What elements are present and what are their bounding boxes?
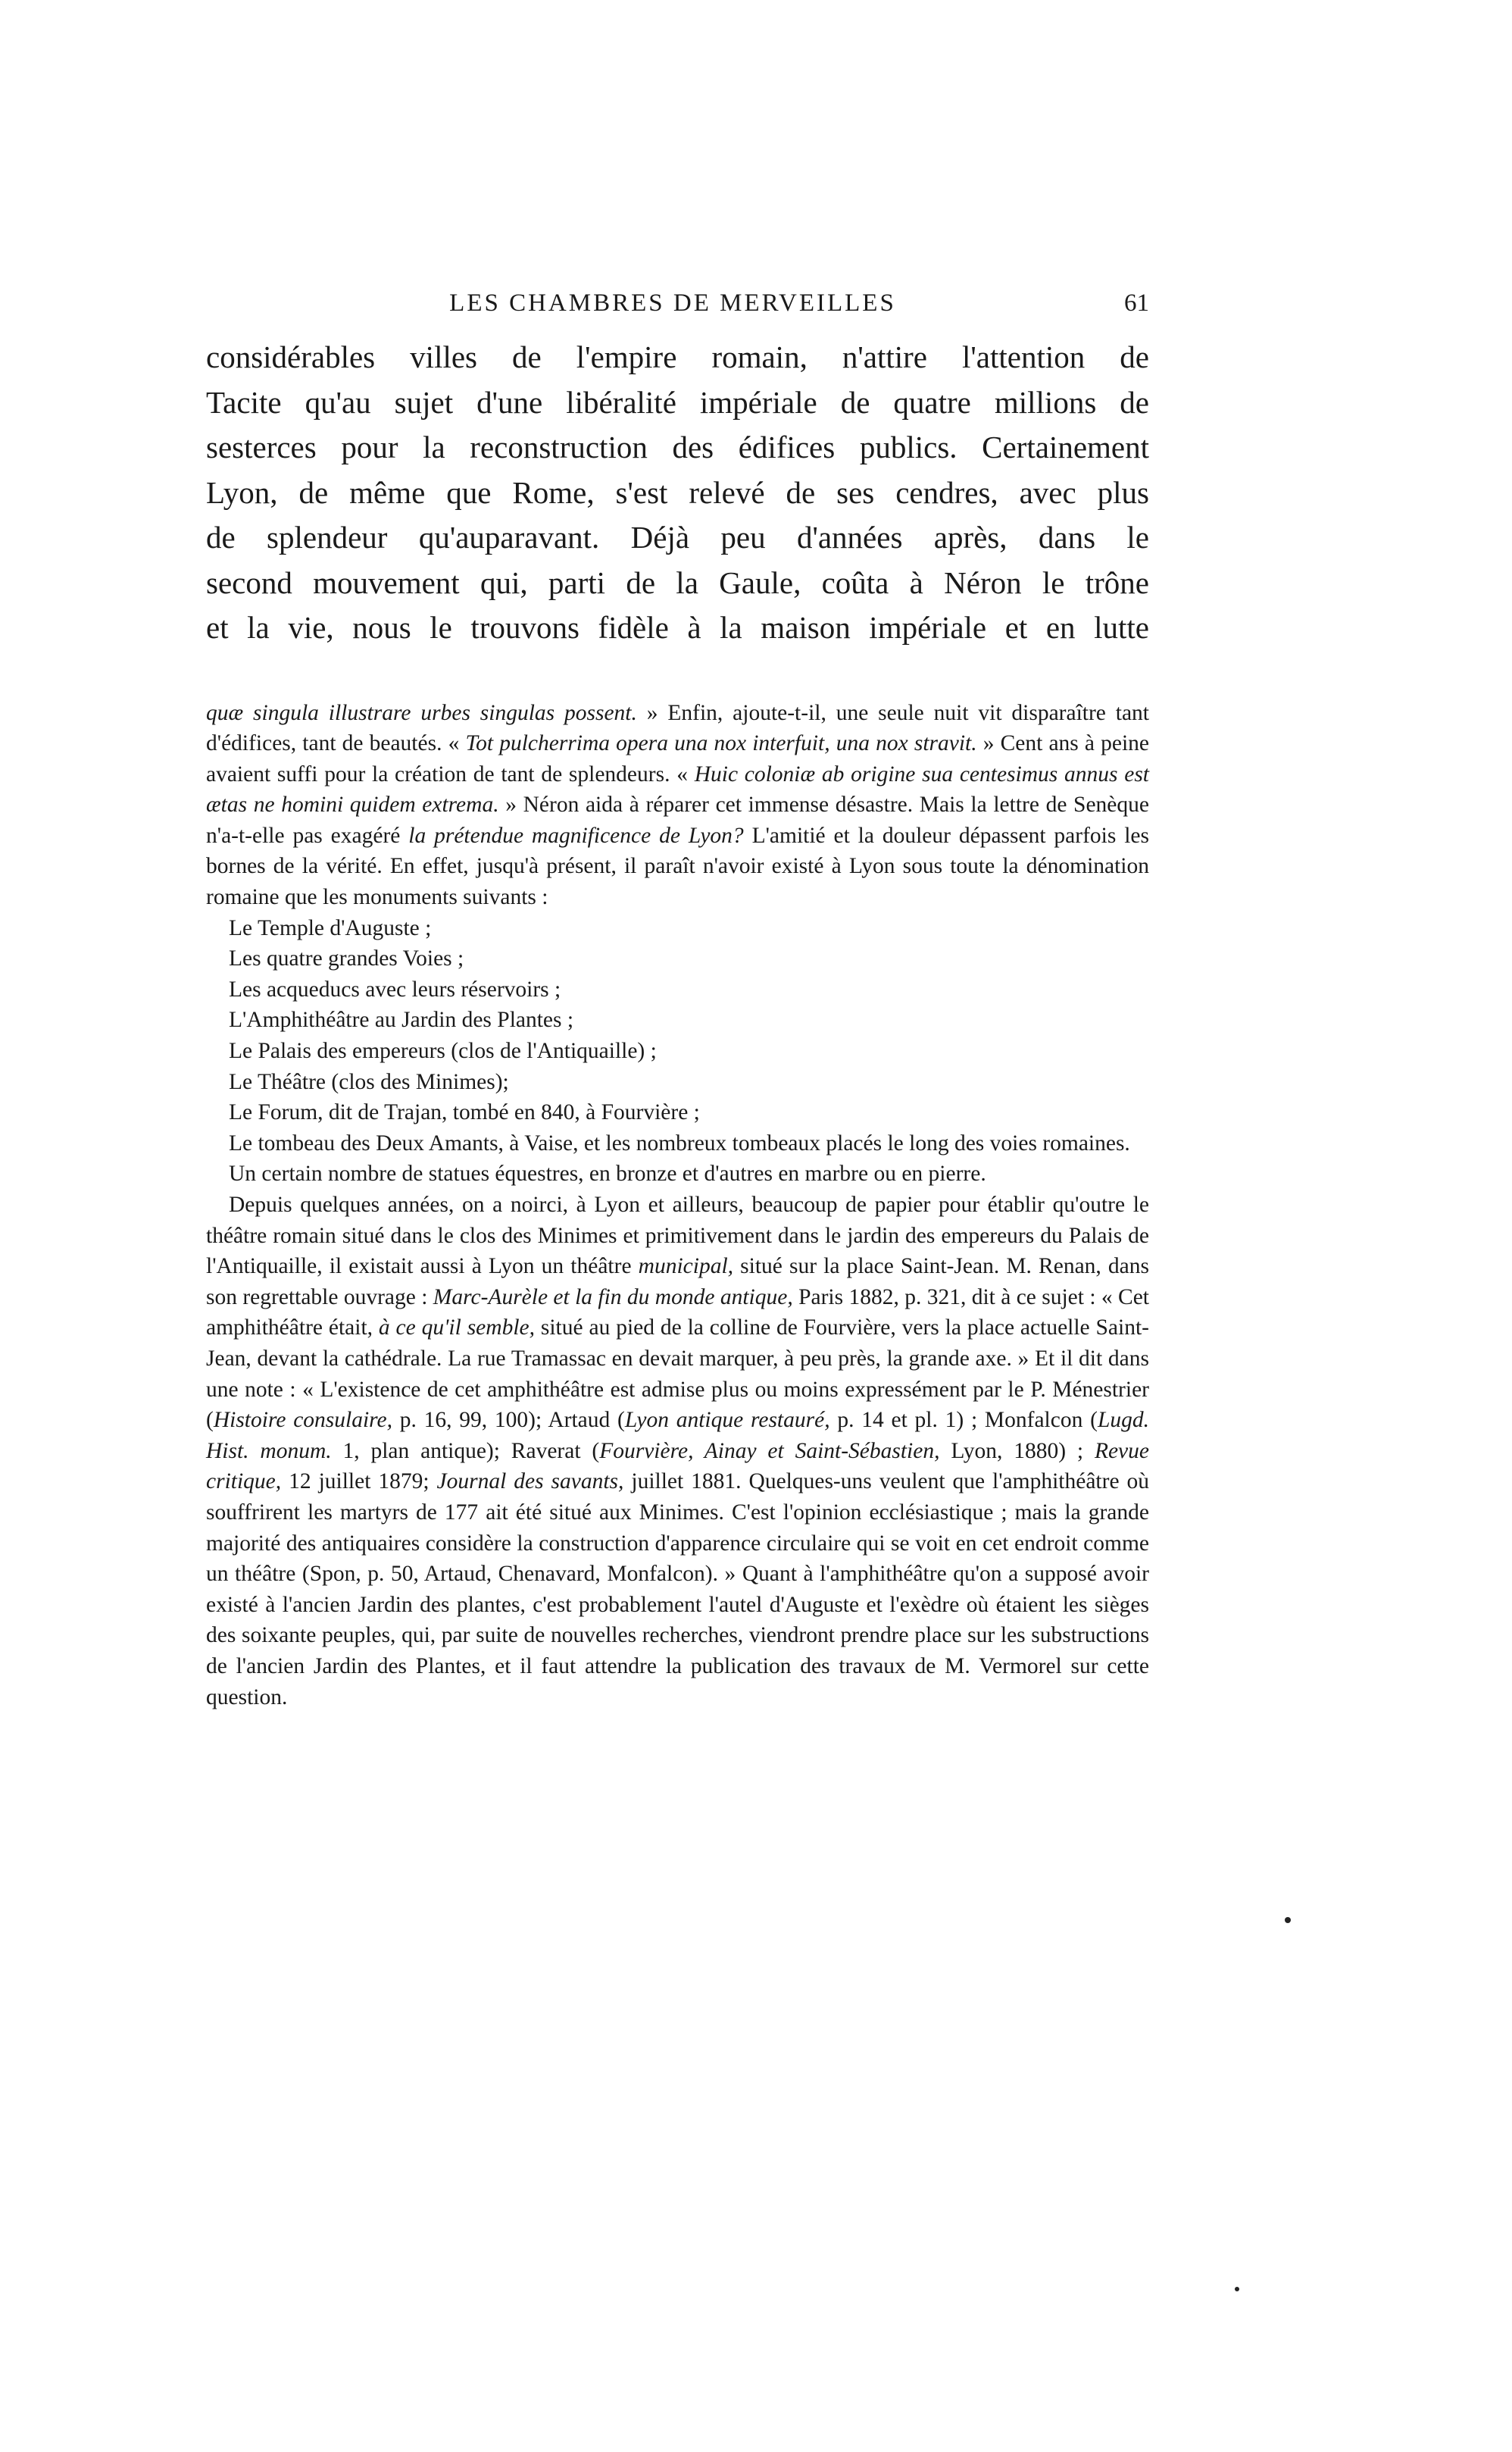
page-number: 61 (1124, 289, 1149, 317)
footnote-paragraph (206, 698, 1149, 913)
list-item-text: Le tombeau des Deux Amants, à Vaise, et les nombreux tombeaux placés le long des voies romaines. (229, 1131, 1130, 1156)
note-text: p. 16, 99, 100); Artaud ( (392, 1408, 625, 1433)
list-item: Les quatre grandes Voies ; (229, 946, 464, 971)
main-line: considérables villes de l'empire romain, n'attire l'attention de (206, 339, 1149, 374)
book-title: Journal des savants, (436, 1469, 624, 1494)
list-item: Le Palais des empereurs (clos de l'Antiquaille) ; (229, 1039, 657, 1064)
monument-list (206, 913, 1149, 1190)
main-line: second mouvement qui, parti de la Gaule, coûta à Néron le trône (206, 565, 1149, 600)
list-item: Le Forum, dit de Trajan, tombé en 840, à Fourvière ; (229, 1100, 700, 1125)
note-text: » Cent ans à peine avaient suffi pour la création de tant de splendeurs. « (206, 731, 1149, 787)
book-title: Lugd. Hist. monum. (206, 1408, 1149, 1463)
main-line: Tacite qu'au sujet d'une libéralité impériale de quatre millions de (206, 384, 1149, 420)
latin-quote: Tot pulcherrima opera una nox interfuit, una nox stravit. (465, 731, 977, 756)
running-title: LES CHAMBRES DE MERVEILLES (449, 289, 896, 317)
list-item: Les acqueducs avec leurs réservoirs ; (229, 977, 561, 1002)
footnote-paragraph (206, 1190, 1149, 1712)
note-text: » Néron aida à réparer cet immense désastre. Mais la lettre de Senèque n'a-t-elle pas exagéré (206, 793, 1149, 848)
note-text: L'amitié et la douleur dépassent parfois les bornes de la vérité. En effet, jusqu'à présent, il paraît n'avoir existé à Lyon sous toute la dénomination romaine que les monuments suivants : (206, 823, 1149, 910)
emphasis: la prétendue magnificence de Lyon? (408, 823, 744, 848)
latin-quote: Huic coloniæ ab origine sua centesimus annus est ætas ne homini quidem extrema. (206, 762, 1149, 818)
book-page (206, 289, 1149, 1712)
book-title: Marc-Aurèle et la fin du monde antique, (433, 1284, 793, 1309)
emphasis: municipal, (638, 1254, 734, 1279)
list-item (206, 1128, 1149, 1159)
main-line: et la vie, nous le trouvons fidèle à la maison impériale et en lutte (206, 610, 1149, 645)
running-header (206, 289, 1149, 326)
list-item: L'Amphithéâtre au Jardin des Plantes ; (229, 1008, 574, 1033)
list-item (206, 1159, 1149, 1190)
note-text: 1, plan antique); Raverat ( (331, 1438, 600, 1463)
main-line: Lyon, de même que Rome, s'est relevé de ses cendres, avec plus (206, 474, 1149, 510)
note-text: Lyon, 1880) ; (939, 1438, 1095, 1463)
main-line: sesterces pour la reconstruction des édifices publics. Certainement (206, 430, 1149, 464)
book-title: Lyon antique restauré, (624, 1408, 830, 1433)
list-item: Le Temple d'Auguste ; (229, 915, 432, 940)
note-text: juillet 1881. Quelques-uns veulent que l'amphithéâtre où souffrirent les martyrs de 177 ait été situé aux Minimes. C'est l'opinion ecclésiastique ; mais la grande majorité des antiquaires considère la construction d'apparence circulaire qui se voit en cet endroit comme un théâtre (Spon, p. 50, Artaud, Chenavard, Monfalcon). » Quant à l'amphithéâtre qu'on a supposé avoir existé à l'ancien Jardin des plantes, c'est probablement l'autel d'Auguste et l'exèdre où étaient les sièges des soixante peuples, qui, par suite de nouvelles recherches, viendront prendre place sur les substructions de l'ancien Jardin des Plantes, et il faut attendre la publication des travaux de M. Vermorel sur cette question. (206, 1469, 1149, 1709)
latin-quote: quæ singula illustrare urbes singulas possent. (206, 700, 637, 725)
book-title: Fourvière, Ainay et Saint-Sébastien, (599, 1438, 940, 1463)
note-text: 12 juillet 1879; (281, 1469, 437, 1494)
ink-speck (1285, 1917, 1291, 1923)
emphasis: à ce qu'il semble, (378, 1315, 535, 1340)
ink-speck (1235, 2287, 1239, 2291)
main-line: de splendeur qu'auparavant. Déjà peu d'années après, dans le (206, 520, 1149, 555)
note-text: situé au pied de la colline de Fourvière, vers la place actuelle Saint-Jean, devant la cathédrale. La rue Tramassac en devait marquer, à peu près, la grande axe. » Et il dit dans une note : « L'existence de cet amphithéâtre est admise plus ou moins expressément par le P. Ménestrier ( (206, 1315, 1149, 1433)
footnote (206, 698, 1149, 1713)
book-title: Histoire consulaire, (213, 1408, 393, 1433)
note-text: Depuis quelques années, on a noirci, à Lyon et ailleurs, beaucoup de papier pour établir qu'outre le théâtre romain situé dans le clos des Minimes et primitivement dans le jardin des empereurs du Palais de l'Antiquaille, il existait aussi à Lyon un théâtre (206, 1193, 1149, 1279)
note-text: situé sur la place Saint-Jean. M. Renan, dans son regrettable ouvrage : (206, 1254, 1149, 1309)
note-text: p. 14 et pl. 1) ; Monfalcon ( (829, 1408, 1098, 1433)
note-text: Paris 1882, p. 321, dit à ce sujet : « Cet amphithéâtre était, (206, 1284, 1150, 1340)
note-text: » Enfin, ajoute-t-il, une seule nuit vit disparaître tant d'édifices, tant de beautés. « (206, 700, 1150, 756)
list-item: Le Théâtre (clos des Minimes); (229, 1069, 509, 1094)
list-item-text: Un certain nombre de statues équestres, en bronze et d'autres en marbre ou en pierre. (229, 1162, 986, 1187)
main-text (206, 335, 1149, 651)
book-title: Revue critique, (206, 1438, 1149, 1494)
